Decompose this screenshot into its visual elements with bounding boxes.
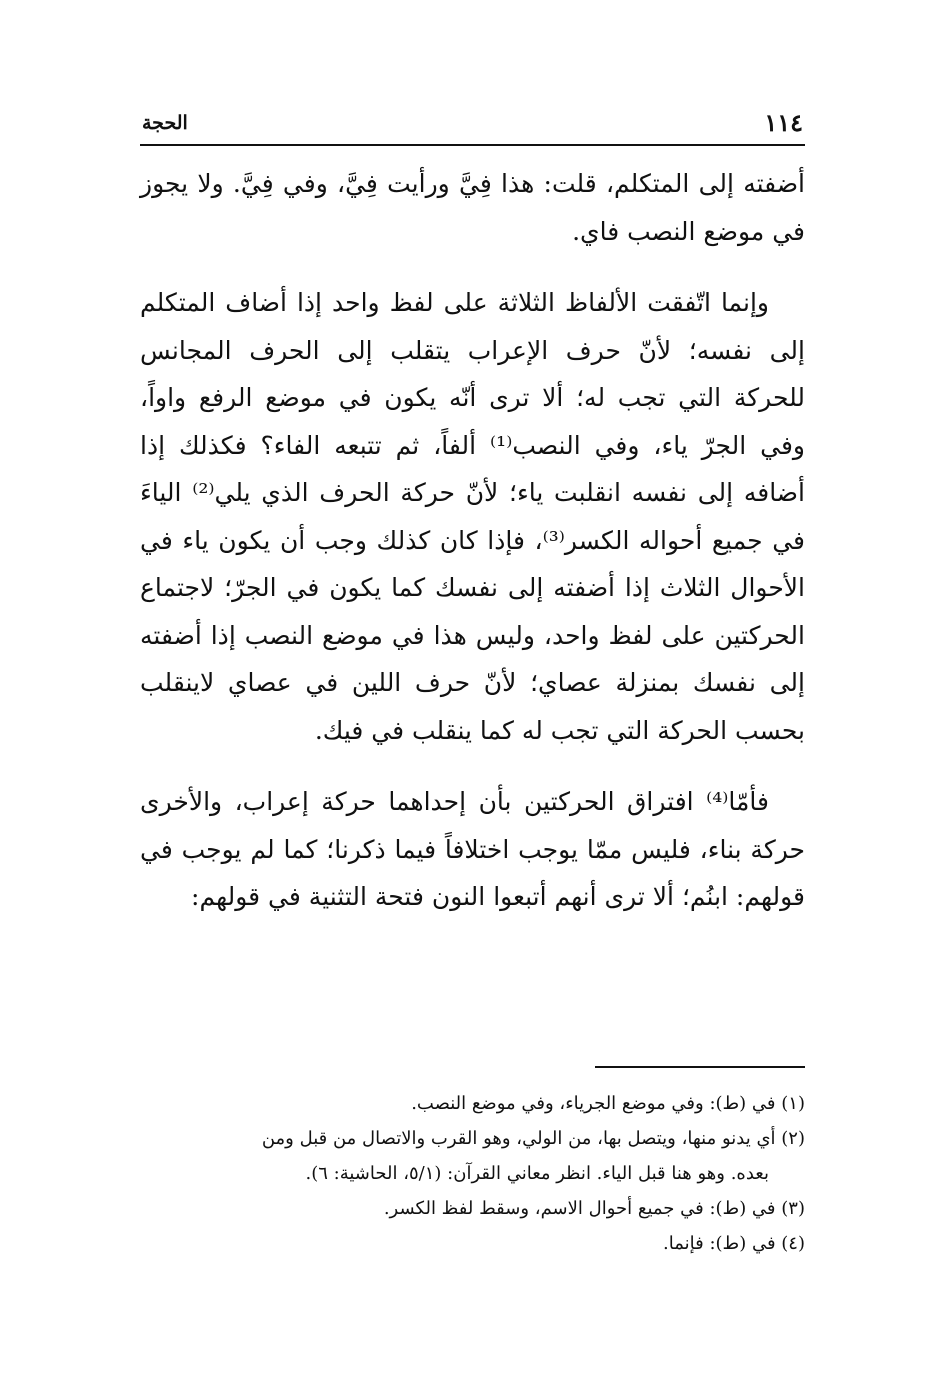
footnote-1-text: (١) في (ط): وفي موضع الجرياء، وفي موضع النصب. [411,1093,805,1114]
footnote-3-text: (٣) في (ط): في جميع أحوال الاسم، وسقط لفظ الكسر. [383,1198,805,1219]
footnote-3 [140,1191,805,1226]
paragraph-2: وإنما اتّفقت الألفاظ الثلاثة على لفظ واحد إذا أضاف المتكلم إلى نفسه؛ لأنّ حرف الإعراب يتقلب إلى الحرف المجانس للحركة التي تجب له؛ ألا ترى أنّه يكون في موضع الرفع واواً، وفي الجرّ ياء، وفي النصب⁽¹⁾ ألفاً، ثم تتبعه الفاء؟ فكذلك إذا أضافه إلى نفسه انقلبت ياء؛ لأنّ حركة الحرف الذي يلي⁽²⁾ الياءَ في جميع أحواله الكسر⁽³⁾، فإذا كان كذلك وجب أن يكون ياء في الأحوال الثلاث إذا أضفته إلى نفسك كما يكون في الجرّ؛ لاجتماع الحركتين على لفظ واحد، وليس هذا في موضع النصب إذا أضفته إلى نفسك بمنزلة عصاي؛ لأنّ حرف اللين في عصاي لاينقلب بحسب الحركة التي تجب له كما ينقلب في فيك. [140,288,805,745]
footnote-2-continuation: بعده. وهو هنا قبل الياء. انظر معاني القرآن: (٥/١، الحاشية: ٦). [305,1163,769,1184]
running-title: الحجة [142,112,188,134]
paragraph-1: أضفته إلى المتكلم، قلت: هذا فِيَّ ورأيت فِيَّ، وفي فِيَّ. ولا يجوز في موضع النصب فاي. [140,169,805,246]
footnote-separator [595,1066,805,1068]
footnote-1 [140,1086,805,1121]
main-text [140,160,805,945]
footnote-4 [140,1226,805,1261]
paragraph-3: فأمّا⁽⁴⁾ افتراق الحركتين بأن إحداهما حركة إعراب، والأخرى حركة بناء، فليس ممّا يوجب اختلافاً فيما ذكرنا؛ كما لم يوجب في قولهم: ابنُم؛ ألا ترى أنهم أتبعوا النون فتحة التثنية في قولهم: [140,787,805,911]
footnote-2-text: (٢) أي يدنو منها، ويتصل بها، من الولي، وهو القرب والاتصال من قبل ومن [261,1128,805,1149]
footnotes [140,1086,805,1261]
footnote-4-text: (٤) في (ط): فإنما. [663,1233,805,1254]
footnote-2 [140,1121,805,1191]
running-header [140,104,805,146]
page-number: ١١٤ [764,108,803,137]
